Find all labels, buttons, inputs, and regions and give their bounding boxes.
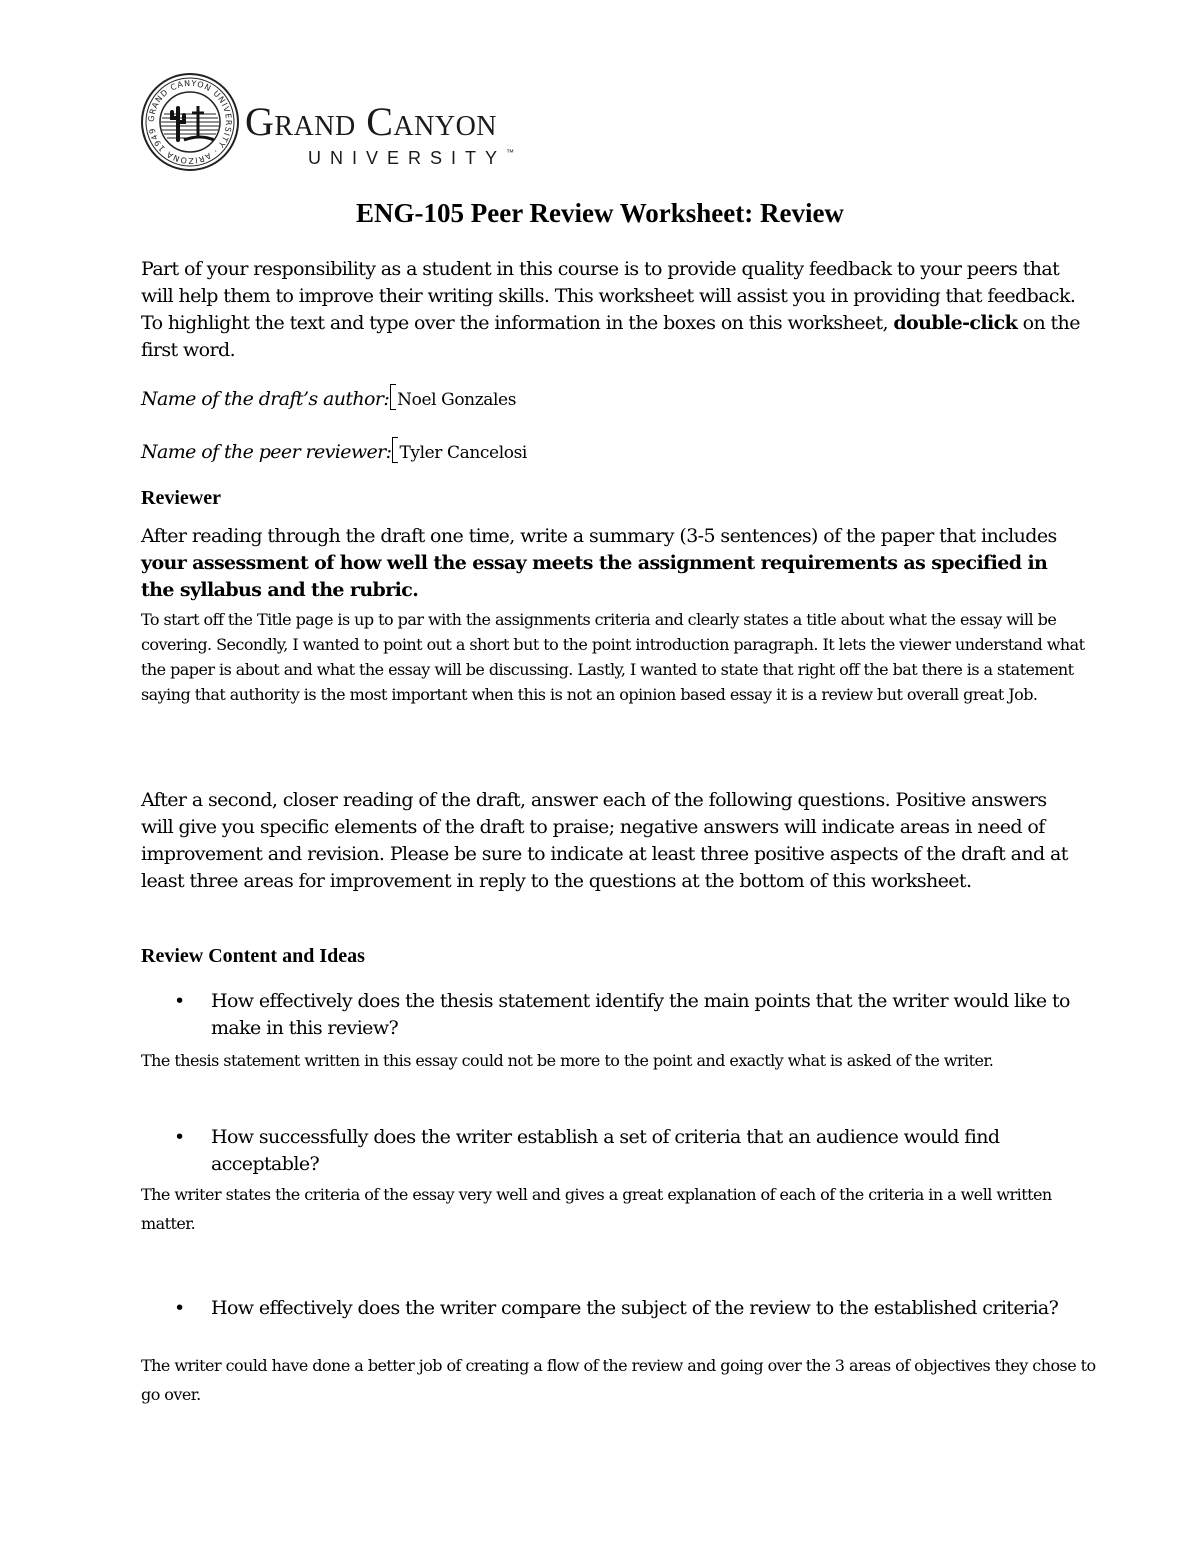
bullet-icon: • — [174, 990, 185, 1012]
university-seal-icon — [140, 72, 240, 172]
second-reading-paragraph: After a second, closer reading of the draft, answer each of the following questions. Positive answers will give you specific elements of the draft to praise; negative answers will indicate areas in need of improvement and revision. Please be sure to indicate at least three positive aspects of the draft and at least three areas for improvement in reply to the questions at the bottom of this worksheet. — [141, 789, 1068, 892]
bullet-icon: • — [174, 1297, 185, 1319]
content-ideas-heading: Review Content and Ideas — [141, 945, 365, 967]
author-name-field[interactable]: Noel Gonzales — [397, 390, 517, 410]
author-label: Name of the draft’s author: — [141, 388, 390, 410]
question-item — [141, 988, 1081, 1042]
question-item — [141, 1295, 1081, 1322]
question-text: How successfully does the writer establish a set of criteria that an audience would find acceptable? — [211, 1126, 1000, 1175]
form-field-bracket — [390, 384, 396, 410]
intro-paragraph: Part of your responsibility as a student in this course is to provide quality feedback to your peers that will help them to improve their writing skills. This worksheet will assist you in providing that feedback. To highlight the text and type over the information in the boxes on this worksheet, double-click on the first word. — [141, 258, 1080, 361]
svg-text:GRAND CANYON UNIVERSITY · ARIZ: GRAND CANYON UNIVERSITY · ARIZONA 1949 — [146, 78, 234, 166]
reviewer-name-field[interactable]: Tyler Cancelosi — [399, 443, 527, 463]
answer-field[interactable]: The thesis statement written in this essay could not be more to the point and exactly what is asked of the writer. — [141, 1051, 994, 1070]
answer-field[interactable]: The writer states the criteria of the essay very well and gives a great explanation of each of the criteria in a well written matter. — [141, 1185, 1052, 1233]
answer-field[interactable]: The writer could have done a better job of creating a flow of the review and going over the 3 areas of objectives they chose to go over. — [141, 1356, 1096, 1404]
logo-wordmark: Grand Canyon — [245, 99, 498, 144]
reviewer-label: Name of the peer reviewer: — [141, 441, 392, 463]
author-field-row — [141, 384, 516, 414]
question-text: How effectively does the writer compare the subject of the review to the established criteria? — [211, 1297, 1059, 1319]
bullet-icon: • — [174, 1126, 185, 1148]
page-title: ENG-105 Peer Review Worksheet: Review — [356, 198, 844, 228]
summary-prompt: After reading through the draft one time, write a summary (3-5 sentences) of the paper that includes your assessment of how well the essay meets the assignment requirements as specified in the syllabus and the rubric. — [141, 525, 1057, 601]
summary-answer-field[interactable]: To start off the Title page is up to par with the assignments criteria and clearly states a title about what the essay will be covering. Secondly, I wanted to point out a short but to the point introduction paragraph. It lets the viewer understand what the paper is about and what the essay will be discussing. Lastly, I wanted to state that right off the bat there is a statement saying that authority is the most important when this is not an opinion based essay it is a review but overall great Job. — [141, 610, 1085, 704]
form-field-bracket — [392, 437, 398, 463]
reviewer-heading: Reviewer — [141, 487, 221, 509]
reviewer-field-row — [141, 437, 527, 467]
question-text: How effectively does the thesis statement identify the main points that the writer would like to make in this review? — [211, 990, 1070, 1039]
logo-subtitle: UNIVERSITY™ — [308, 148, 515, 168]
question-item — [141, 1124, 1081, 1178]
university-logo — [140, 72, 590, 172]
